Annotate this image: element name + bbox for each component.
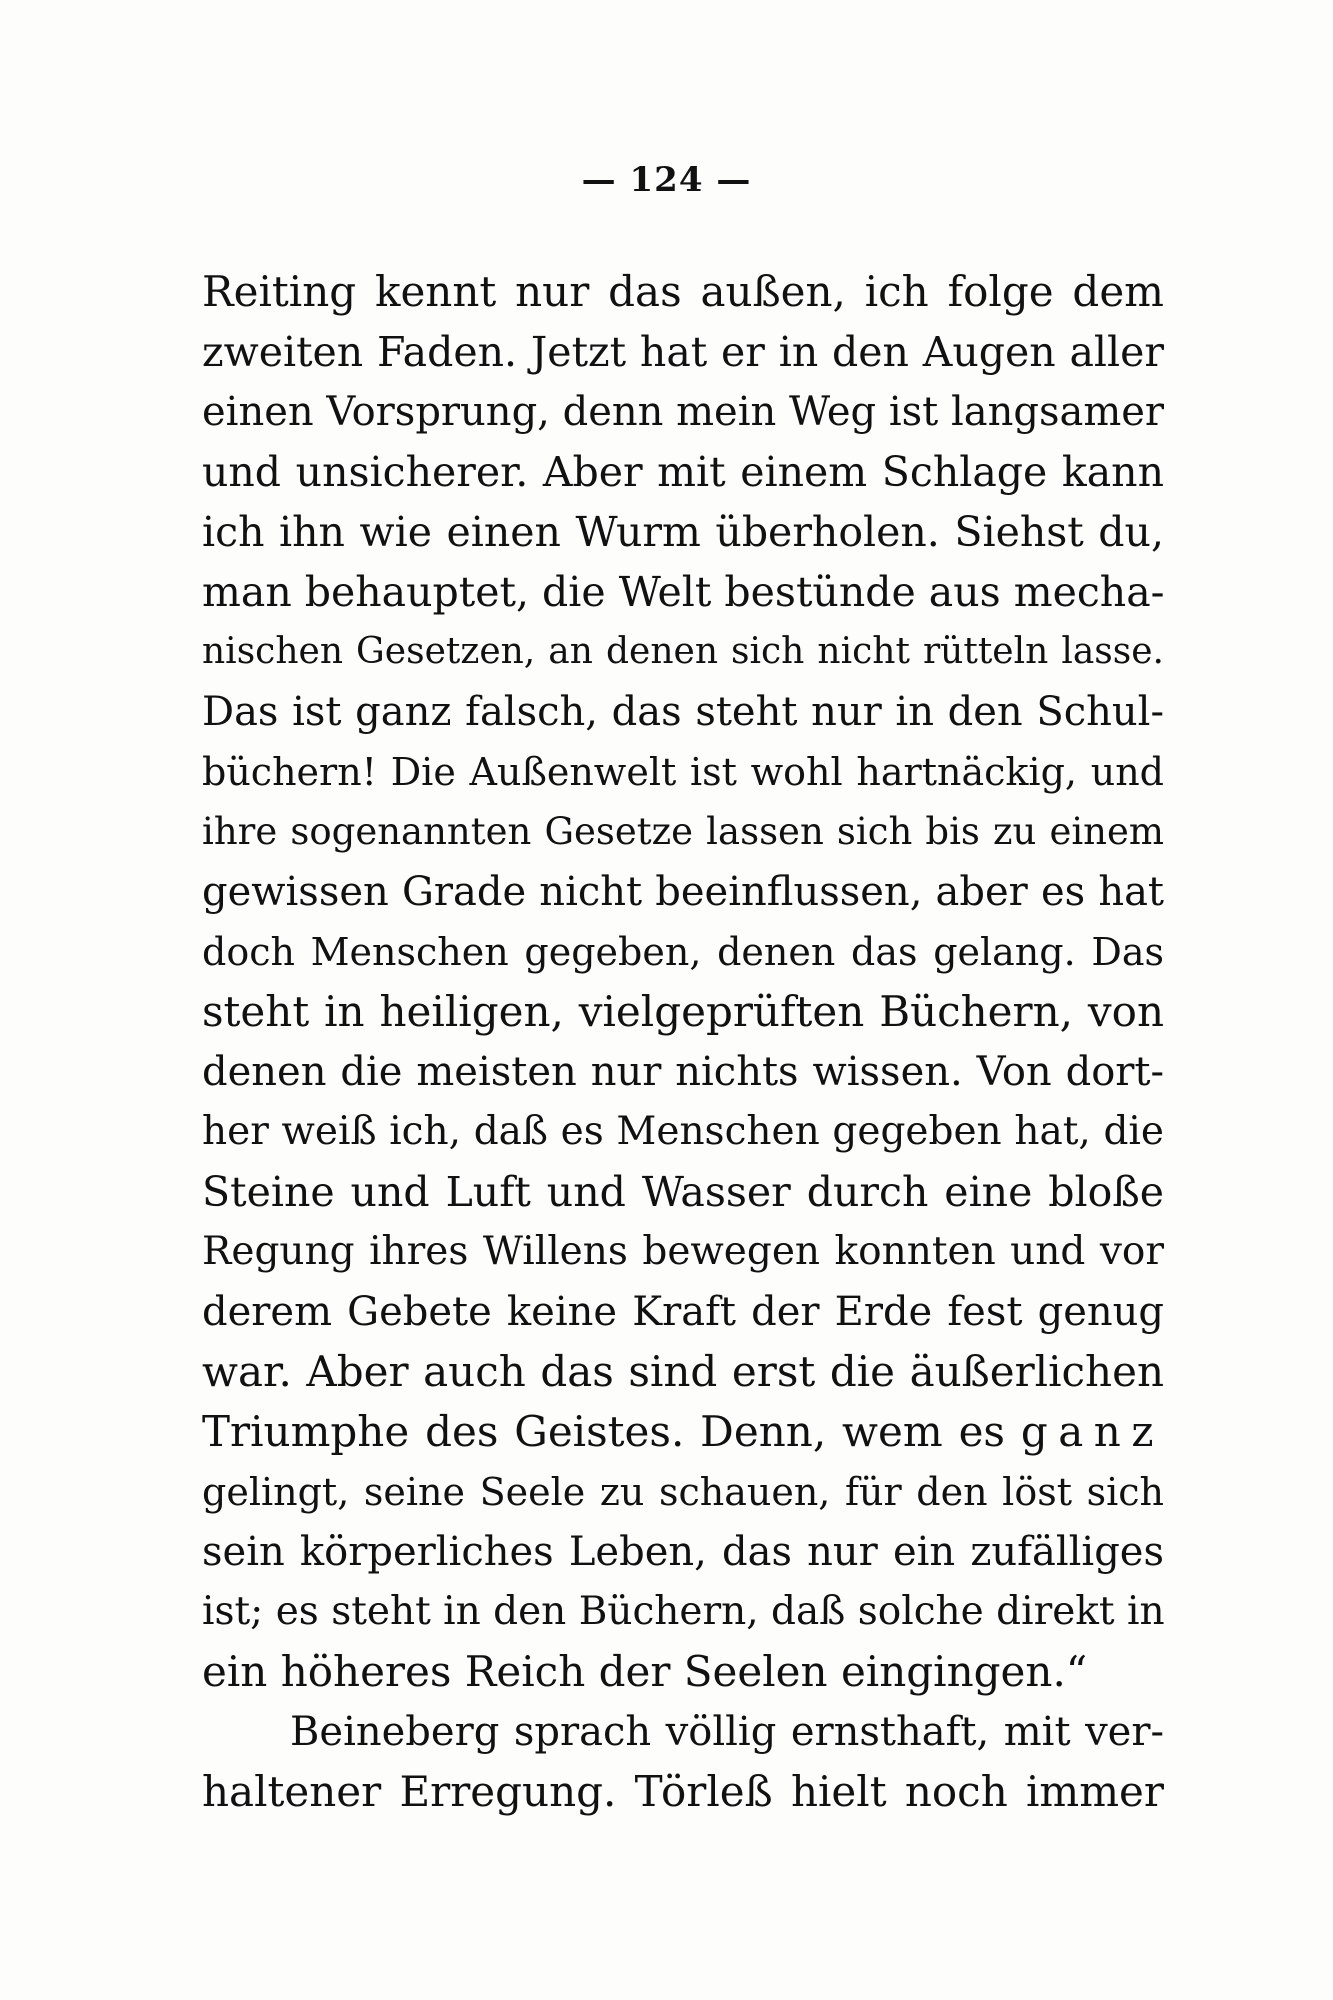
spaced-emphasis-word: ganz	[1020, 1407, 1164, 1456]
page-number: — 124 —	[581, 160, 752, 200]
text-line: Reiting kennt nur das außen, ich folge dem	[202, 267, 1164, 316]
text-line: einen Vorsprung, denn mein Weg ist langsamer	[202, 389, 1165, 435]
text-line: Regung ihres Willens bewegen konnten und vor	[202, 1229, 1164, 1274]
text-line: ein höheres Reich der Seelen eingingen.“	[202, 1647, 1088, 1696]
text-line: man behauptet, die Welt bestünde aus mecha-	[202, 568, 1165, 616]
text-line: war. Aber auch das sind erst die äußerlichen	[202, 1347, 1164, 1396]
body-text	[202, 262, 1164, 1822]
line-text: Triumphe des Geistes. Denn, wem es	[202, 1407, 1005, 1456]
paragraph-first-line: Beineberg sprach völlig ernsthaft, mit ver-	[290, 1709, 1164, 1755]
text-line: gelingt, seine Seele zu schauen, für den löst sich	[202, 1470, 1164, 1514]
text-line: her weiß ich, daß es Menschen gegeben hat, die	[202, 1109, 1164, 1154]
text-line: nischen Gesetzen, an denen sich nicht rütteln lasse.	[202, 631, 1164, 672]
text-line: und unsicherer. Aber mit einem Schlage kann	[202, 448, 1164, 496]
text-line: derem Gebete keine Kraft der Erde fest genug	[202, 1289, 1164, 1335]
text-line: ihre sogenannten Gesetze lassen sich bis zu einem	[202, 810, 1164, 853]
text-line: ich ihn wie einen Wurm überholen. Siehst du,	[202, 508, 1164, 556]
text-line: denen die meisten nur nichts wissen. Von dort-	[202, 1049, 1164, 1095]
text-line: Das ist ganz falsch, das steht nur in den Schul-	[202, 689, 1164, 735]
text-line: doch Menschen gegeben, denen das gelang. Das	[202, 930, 1164, 974]
text-line: steht in heiligen, vielgeprüften Büchern, von	[202, 987, 1164, 1036]
text-line-emphasis	[202, 1402, 1164, 1462]
text-line: sein körperliches Leben, das nur ein zufälliges	[202, 1529, 1164, 1575]
text-line: haltener Erregung. Törleß hielt noch immer	[202, 1767, 1164, 1816]
text-line: Steine und Luft und Wasser durch eine bloße	[202, 1168, 1164, 1216]
text-line: zweiten Faden. Jetzt hat er in den Augen aller	[202, 328, 1164, 376]
text-line: büchern! Die Außenwelt ist wohl hartnäckig, und	[202, 750, 1164, 794]
text-line: gewissen Grade nicht beeinflussen, aber es hat	[202, 869, 1164, 915]
text-line: ist; es steht in den Büchern, daß solche direkt in	[202, 1589, 1165, 1634]
